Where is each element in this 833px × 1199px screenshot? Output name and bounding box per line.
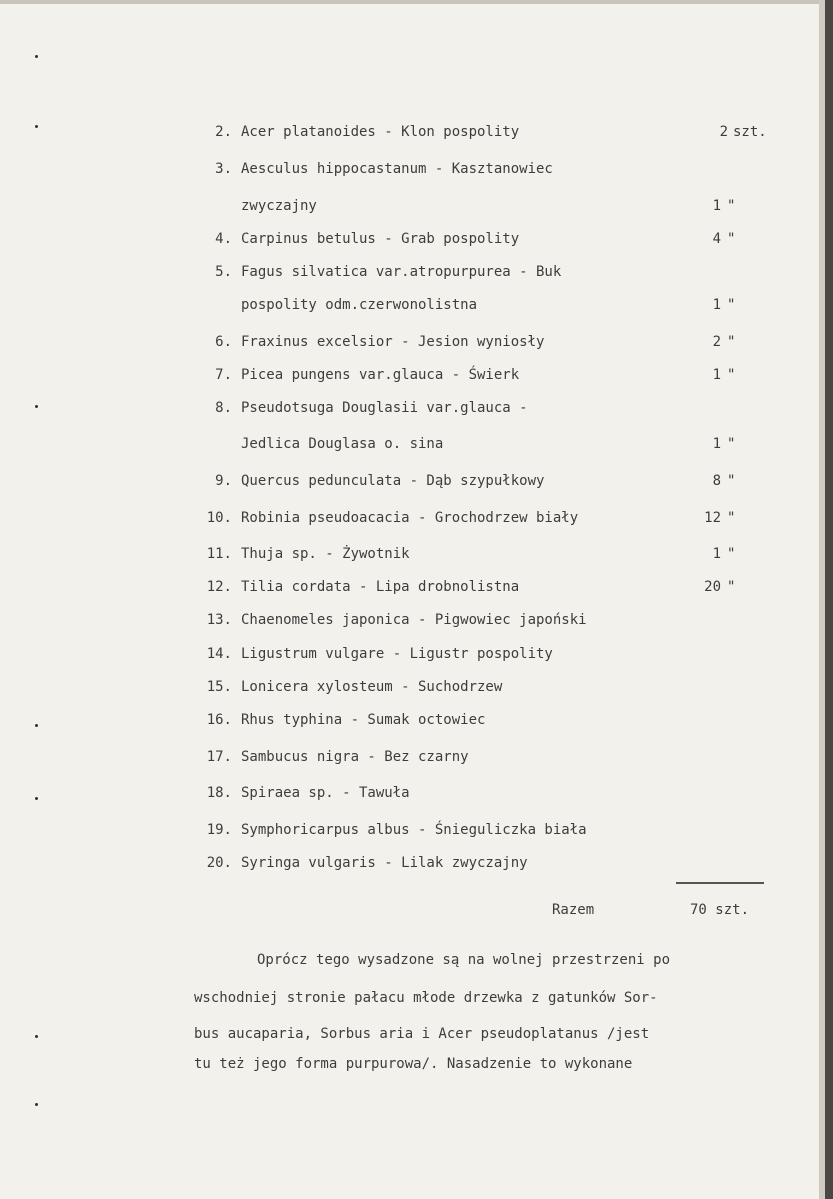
- item-name: Chaenomeles japonica - Pigwowiec japoński: [241, 612, 587, 628]
- list-item-continuation: [0, 194, 833, 218]
- total-row: [0, 898, 833, 922]
- item-name: Quercus pedunculata - Dąb szypułkowy: [241, 473, 545, 489]
- item-quantity: 1: [712, 546, 721, 562]
- list-item: [0, 675, 833, 699]
- item-name: Pseudotsuga Douglasii var.glauca -: [241, 400, 528, 416]
- item-name-continuation: Jedlica Douglasa o. sina: [241, 436, 444, 452]
- item-number: 18.: [206, 785, 232, 801]
- punch-hole-mark: [35, 1035, 38, 1038]
- item-name: Robinia pseudoacacia - Grochodrzew biały: [241, 510, 579, 526]
- total-value: 70 szt.: [690, 902, 750, 918]
- item-number: 7.: [215, 367, 232, 383]
- item-name: Fraxinus excelsior - Jesion wyniosły: [241, 334, 545, 350]
- item-unit: szt.: [733, 124, 767, 140]
- total-label: Razem: [552, 902, 595, 918]
- item-unit: ": [727, 510, 736, 526]
- list-item: [0, 818, 833, 842]
- item-name: Rhus typhina - Sumak octowiec: [241, 712, 486, 728]
- item-name: Picea pungens var.glauca - Świerk: [241, 367, 520, 383]
- list-item: [0, 708, 833, 732]
- item-number: 12.: [206, 579, 232, 595]
- paragraph-line: bus aucaparia, Sorbus aria i Acer pseudoplatanus /jest: [194, 1026, 650, 1042]
- scan-edge-top: [0, 0, 833, 4]
- list-item: [0, 745, 833, 769]
- item-number: 9.: [215, 473, 232, 489]
- list-item: [0, 157, 833, 181]
- paragraph-line: wschodniej stronie pałacu młode drzewka z gatunków Sor-: [194, 990, 658, 1006]
- paragraph-line: Oprócz tego wysadzone są na wolnej przestrzeni po: [257, 952, 671, 968]
- item-number: 3.: [215, 161, 232, 177]
- item-number: 6.: [215, 334, 232, 350]
- item-unit: ": [727, 367, 736, 383]
- item-number: 19.: [206, 822, 232, 838]
- item-unit: ": [727, 231, 736, 247]
- total-rule: [676, 882, 764, 884]
- list-item: [0, 851, 833, 875]
- item-name: Spiraea sp. - Tawuła: [241, 785, 410, 801]
- list-item-continuation: [0, 293, 833, 317]
- item-name: Sambucus nigra - Bez czarny: [241, 749, 469, 765]
- item-unit: ": [727, 198, 736, 214]
- item-number: 20.: [206, 855, 232, 871]
- item-number: 13.: [206, 612, 232, 628]
- list-item: [0, 781, 833, 805]
- item-quantity: 4: [712, 231, 721, 247]
- item-number: 16.: [206, 712, 232, 728]
- list-item: [0, 575, 833, 599]
- list-item: [0, 608, 833, 632]
- item-name: Fagus silvatica var.atropurpurea - Buk: [241, 264, 562, 280]
- list-item: [0, 396, 833, 420]
- item-number: 10.: [206, 510, 232, 526]
- paragraph-line: tu też jego forma purpurowa/. Nasadzenie to wykonane: [194, 1056, 633, 1072]
- item-unit: ": [727, 334, 736, 350]
- list-item: [0, 469, 833, 493]
- list-item: [0, 642, 833, 666]
- item-name: Tilia cordata - Lipa drobnolistna: [241, 579, 520, 595]
- punch-hole-mark: [35, 1103, 38, 1106]
- item-quantity: 8: [712, 473, 721, 489]
- list-item: [0, 260, 833, 284]
- list-item: [0, 227, 833, 251]
- item-unit: ": [727, 473, 736, 489]
- item-name: Aesculus hippocastanum - Kasztanowiec: [241, 161, 553, 177]
- list-item: [0, 506, 833, 530]
- item-number: 14.: [206, 646, 232, 662]
- item-number: 17.: [206, 749, 232, 765]
- item-name: Acer platanoides - Klon pospolity: [241, 124, 520, 140]
- item-quantity: 1: [712, 297, 721, 313]
- item-unit: ": [727, 579, 736, 595]
- item-number: 2.: [215, 124, 232, 140]
- item-name-continuation: zwyczajny: [241, 198, 317, 214]
- punch-hole-mark: [35, 55, 38, 58]
- item-quantity: 20: [704, 579, 721, 595]
- item-quantity: 12: [704, 510, 721, 526]
- item-name: Carpinus betulus - Grab pospolity: [241, 231, 520, 247]
- item-name: Thuja sp. - Żywotnik: [241, 546, 410, 562]
- item-quantity: 2: [719, 124, 728, 140]
- item-unit: ": [727, 546, 736, 562]
- list-item: [0, 120, 833, 144]
- item-quantity: 1: [712, 198, 721, 214]
- list-item-continuation: [0, 432, 833, 456]
- item-quantity: 1: [712, 436, 721, 452]
- list-item: [0, 363, 833, 387]
- item-quantity: 2: [712, 334, 721, 350]
- item-name-continuation: pospolity odm.czerwonolistna: [241, 297, 478, 313]
- list-item: [0, 542, 833, 566]
- item-name: Symphoricarpus albus - Śnieguliczka biała: [241, 822, 587, 838]
- item-number: 11.: [206, 546, 232, 562]
- item-quantity: 1: [712, 367, 721, 383]
- item-name: Syringa vulgaris - Lilak zwyczajny: [241, 855, 528, 871]
- list-item: [0, 330, 833, 354]
- item-unit: ": [727, 436, 736, 452]
- item-number: 15.: [206, 679, 232, 695]
- item-name: Ligustrum vulgare - Ligustr pospolity: [241, 646, 553, 662]
- item-number: 4.: [215, 231, 232, 247]
- item-number: 8.: [215, 400, 232, 416]
- item-name: Lonicera xylosteum - Suchodrzew: [241, 679, 503, 695]
- item-number: 5.: [215, 264, 232, 280]
- item-unit: ": [727, 297, 736, 313]
